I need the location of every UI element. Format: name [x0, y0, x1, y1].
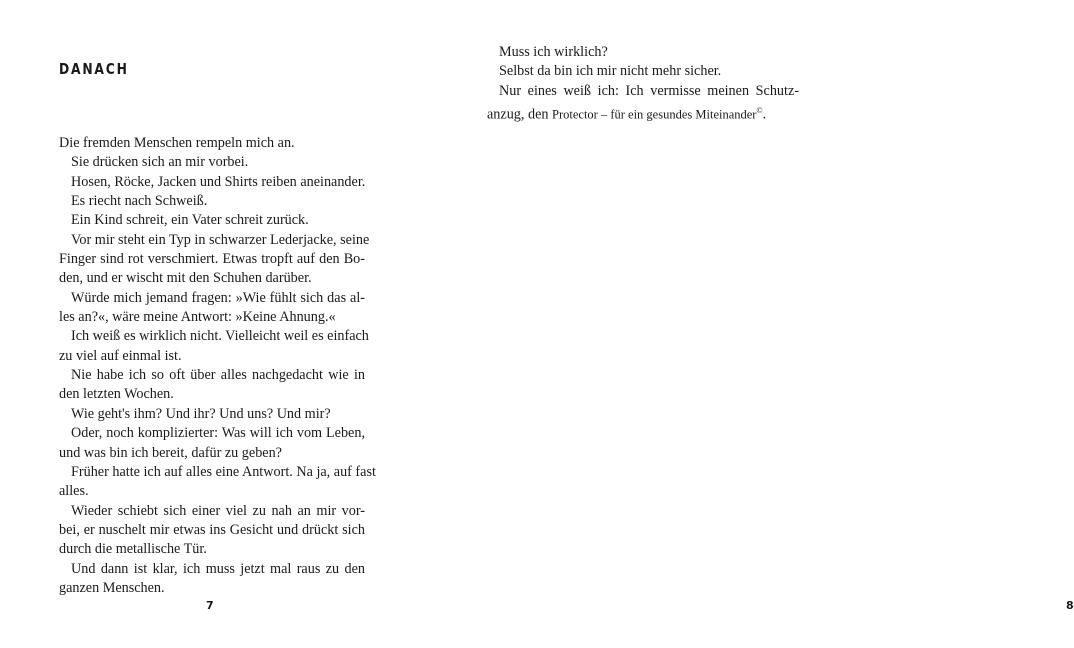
text-line: den letzten Wochen. — [59, 386, 174, 403]
line-prefix: anzug, den — [487, 106, 553, 123]
text-line: zu viel auf einmal ist. — [59, 347, 182, 364]
left-page — [0, 0, 426, 648]
text-line: Selbst da bin ich mir nicht mehr sicher. — [499, 63, 722, 80]
text-line: Wie geht's ihm? Und ihr? Und uns? Und mir? — [71, 405, 331, 422]
text-line: Hosen, Röcke, Jacken und Shirts reiben aneinander. — [71, 173, 366, 190]
text-line: den, und er wischt mit den Schuhen darüber. — [59, 270, 312, 287]
text-line: les an?«, wäre meine Antwort: »Keine Ahnung.« — [59, 309, 336, 326]
text-line: und was bin ich bereit, dafür zu geben? — [59, 444, 282, 461]
text-line: Ich weiß es wirklich nicht. Vielleicht weil es einfach — [71, 328, 369, 345]
text-line: Muss ich wirklich? — [499, 44, 608, 60]
right-page-body — [487, 43, 799, 123]
text-line: Ein Kind schreit, ein Vater schreit zurück. — [71, 212, 309, 229]
text-line: Früher hatte ich auf alles eine Antwort. Na ja, auf fast — [71, 463, 376, 480]
chapter-title: DANACH — [59, 60, 129, 78]
text-line-last — [487, 101, 799, 123]
text-line: Es riecht nach Schweiß. — [71, 193, 208, 210]
brand-name: Protector – für ein gesundes Miteinander — [552, 107, 757, 122]
text-line: Sie drücken sich an mir vorbei. — [71, 154, 249, 171]
page-number-right: 8 — [1066, 599, 1074, 612]
text-line: Vor mir steht ein Typ in schwarzer Lederjacke, seine — [71, 231, 370, 248]
text-line: Wieder schiebt sich einer viel zu nah an mir vor- — [71, 502, 365, 519]
text-line: alles. — [59, 483, 89, 500]
text-line: ganzen Menschen. — [59, 579, 165, 596]
text-line: Würde mich jemand fragen: »Wie fühlt sich das al- — [71, 289, 365, 306]
text-line: Oder, noch komplizierter: Was will ich vom Leben, — [71, 425, 365, 442]
left-page-body — [59, 134, 376, 598]
text-line: durch die metallische Tür. — [59, 541, 207, 558]
text-line: Nie habe ich so oft über alles nachgedacht wie in — [71, 367, 365, 384]
page-number-left: 7 — [206, 599, 214, 612]
text-line: bei, er nuschelt mir etwas ins Gesicht und drückt sich — [59, 521, 365, 538]
line-suffix: . — [762, 106, 767, 123]
text-line: Nur eines weiß ich: Ich vermisse meinen Schutz- — [499, 82, 799, 99]
copyright-mark: © — [756, 106, 763, 116]
text-line: Die fremden Menschen rempeln mich an. — [59, 135, 295, 151]
text-line: Finger sind rot verschmiert. Etwas tropft auf den Bo- — [59, 251, 365, 268]
text-line: Und dann ist klar, ich muss jetzt mal raus zu den — [71, 560, 365, 577]
